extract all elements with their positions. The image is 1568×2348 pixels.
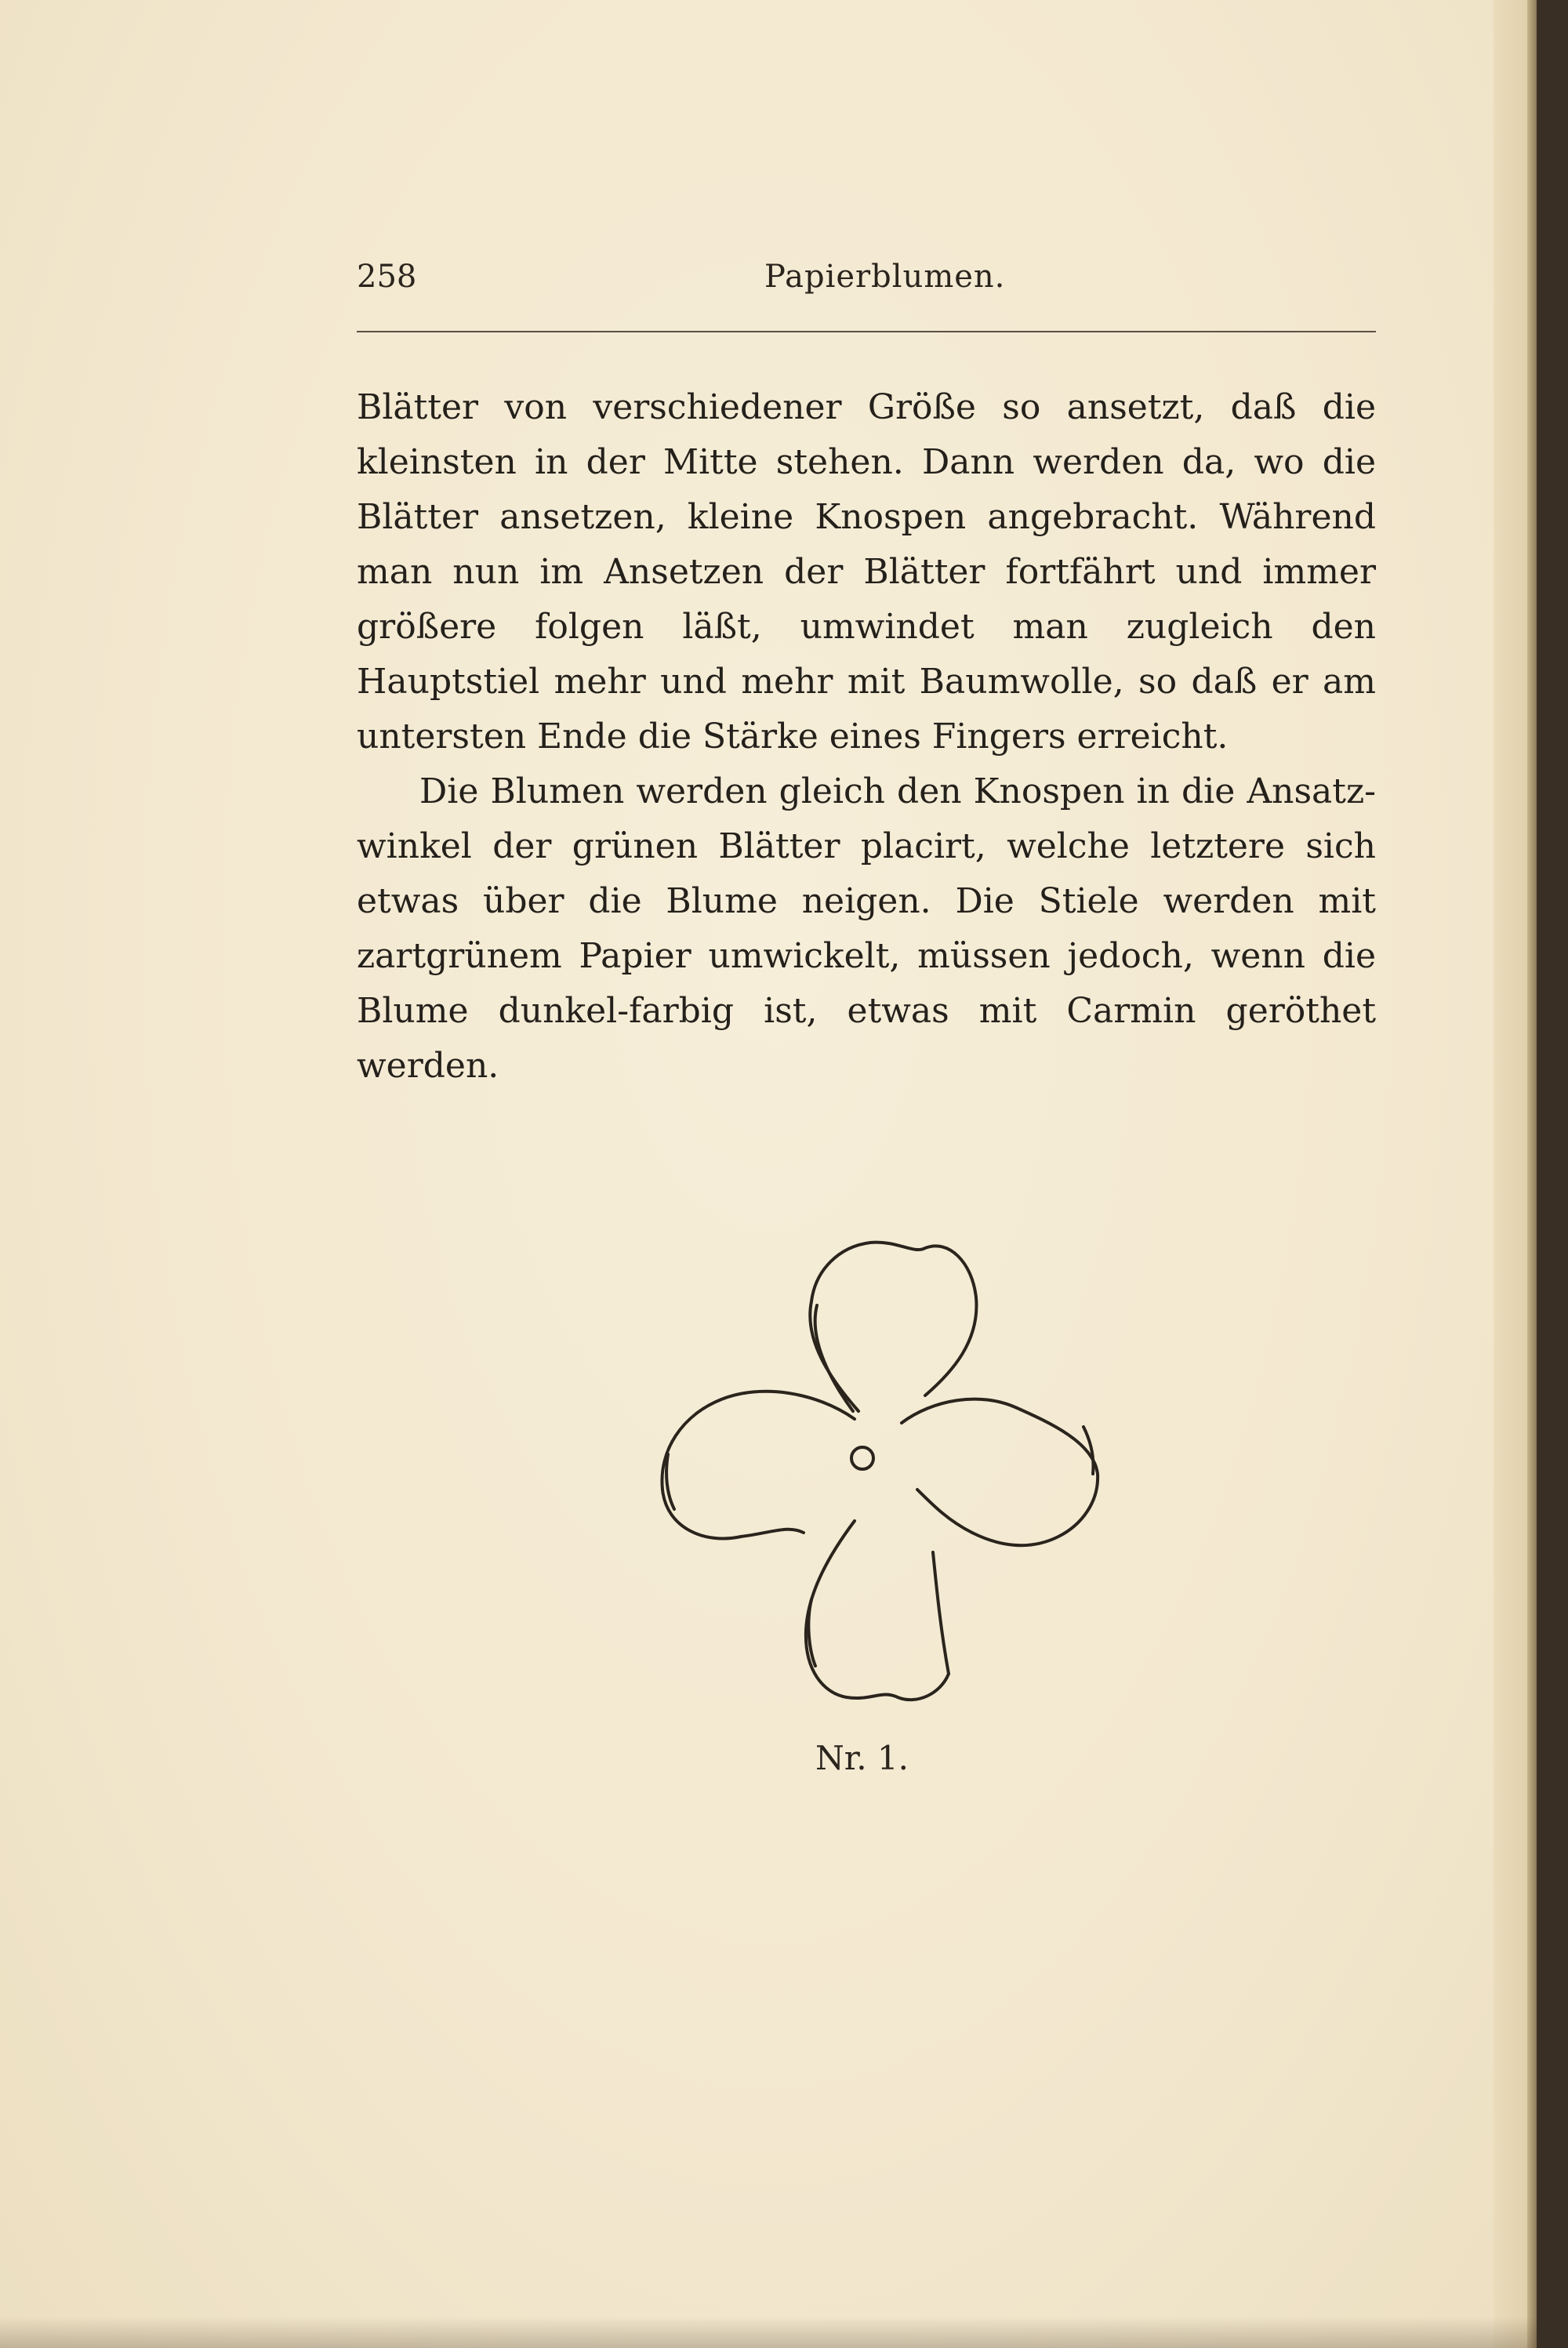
page-number: 258 bbox=[357, 259, 417, 295]
paragraph-2: Die Blumen werden gleich den Knospen in die Ansatz-winkel der grünen Blätter placirt, welche letztere sich etwas über die Blume neigen. Die Stiele werden mit zartgrünem Papier umwickelt, müssen jedoch, wenn die Blume dunkel-farbig ist, etwas mit Carmin geröthet werden. bbox=[357, 771, 1376, 1086]
clover-bottom-right-edge bbox=[933, 1552, 949, 1674]
clover-right-lobe bbox=[902, 1399, 1098, 1546]
running-title: Papierblumen. bbox=[764, 259, 1006, 295]
header-rule bbox=[357, 331, 1376, 332]
clover-left-lobe bbox=[662, 1392, 855, 1539]
clover-right-lobe-inner bbox=[917, 1490, 972, 1533]
body-text bbox=[357, 380, 1376, 1094]
figure-caption: Nr. 1. bbox=[815, 1739, 909, 1777]
book-spine bbox=[1527, 0, 1537, 2348]
clover-left-lobe-inner bbox=[666, 1454, 674, 1509]
clover-leaf-figure bbox=[604, 1223, 1137, 1725]
page-header bbox=[357, 259, 1376, 306]
paragraph-1: Blätter von verschiedener Größe so ansetzt, daß die kleinsten in der Mitte stehen. Dann werden da, wo die Blätter ansetzen, kleine Knospen angebracht. Während man nun im Ansetzen der Blätter fortfährt und immer größere folgen läßt, umwindet man zugleich den Hauptstiel mehr und mehr mit Baumwolle, so daß er am untersten Ende die Stärke eines Fingers erreicht. bbox=[357, 387, 1376, 757]
bottom-shadow bbox=[0, 2317, 1537, 2348]
clover-center-hole bbox=[851, 1447, 873, 1469]
clover-bottom-lobe bbox=[806, 1521, 949, 1700]
